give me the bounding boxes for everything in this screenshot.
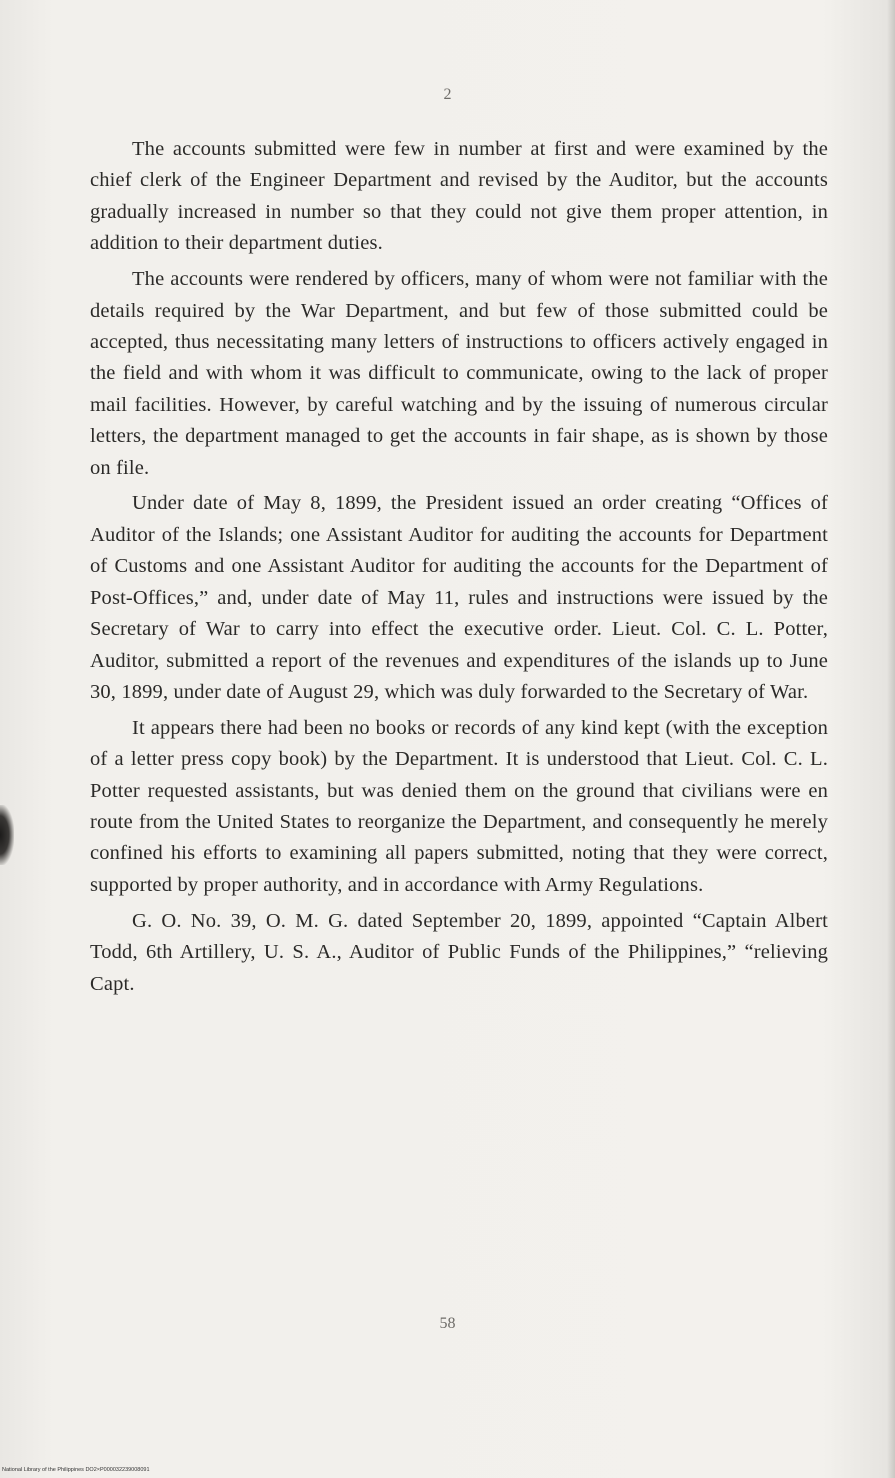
paragraph-5: G. O. No. 39, O. M. G. dated September 20, 1899, appointed “Captain Albert Todd, 6th Artillery, U. S. A., Auditor of Public Funds of the Philippines,” “relieving Capt.: [90, 909, 828, 995]
page-right-edge: [887, 0, 895, 1478]
paragraph-1: The accounts submitted were few in number at first and were examined by the chief clerk of the Engineer Department and revised by the Auditor, but the accounts gradually increased in number so that they could not give them proper attention, in addition to their department duties.: [90, 138, 828, 255]
paragraph-4: It appears there had been no books or records of any kind kept (with the exception of a letter press copy book) by the Department. It is understood that Lieut. Col. C. L. Potter requested assistants, but was denied them on the ground that civilians were en route from the United States to reorganize the Department, and consequently he merely confined his efforts to examining all papers submitted, noting that they were correct, supported by proper authority, and in accordance with Army Regulations.: [90, 716, 828, 896]
body-text: [90, 134, 828, 1004]
paragraph-3: Under date of May 8, 1899, the President issued an order creating “Offices of Auditor of the Islands; one Assistant Auditor for auditing the accounts for Department of Customs and one Assistant Auditor for auditing the accounts for the Department of Post-Offices,” and, under date of May 11, rules and instructions were issued by the Secretary of War to carry into effect the executive order. Lieut. Col. C. L. Potter, Auditor, submitted a report of the revenues and expenditures of the islands up to June 30, 1899, under date of August 29, which was duly forwarded to the Secretary of War.: [90, 492, 828, 703]
archive-credit: National Library of the Philippines DO2×P000032239008091: [2, 1467, 150, 1473]
top-page-number: 2: [443, 86, 452, 103]
bottom-page-number: 58: [439, 1315, 456, 1332]
binding-shadow: [0, 805, 14, 865]
paragraph-2: The accounts were rendered by officers, many of whom were not familiar with the details required by the War Department, and but few of those submitted could be accepted, thus necessitating many letters of instructions to officers actively engaged in the field and with whom it was difficult to communicate, owing to the lack of proper mail facilities. However, by careful watching and by the issuing of numerous circular letters, the department managed to get the accounts in fair shape, as is shown by those on file.: [90, 268, 828, 479]
